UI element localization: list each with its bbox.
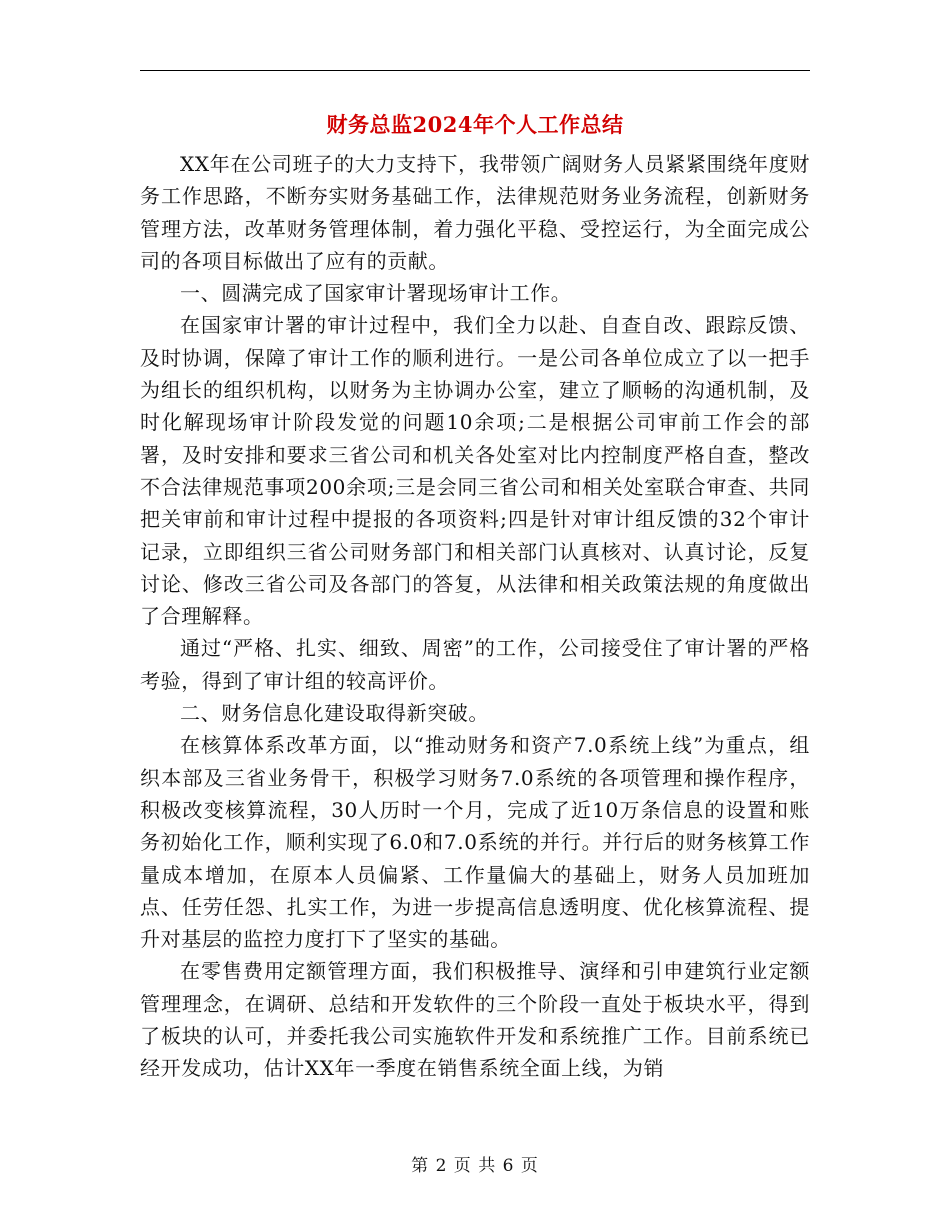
paragraph-retail-quota: 在零售费用定额管理方面，我们积极推导、演绎和引申建筑行业定额管理理念，在调研、总结和开发软件的三个阶段一直处于板块水平，得到了板块的认可，并委托我公司实施软件开发和系统推广工作。目前系统已经开发成功，估计XX年一季度在销售系统全面上线，为销 [140,959,810,1081]
section-heading-informatization: 二、财务信息化建设取得新突破。 [180,701,489,726]
paragraph-accounting-reform: 在核算体系改革方面，以“推动财务和资产7.0系统上线”为重点，组织本部及三省业务骨干，积极学习财务7.0系统的各项管理和操作程序，积极改变核算流程，30人历时一个月，完成了近10万条信息的设置和账务初始化工作，顺利实现了6.0和7.0系统的并行。并行后的财务核算工作量成本增加，在原本人员偏紧、工作量偏大的基础上，财务人员加班加点、任劳任怨、扎实工作，为进一步提高信息透明度、优化核算流程、提升对基层的监控力度打下了坚实的基础。 [140,733,810,952]
paragraph-intro: XX年在公司班子的大力支持下，我带领广阔财务人员紧紧围绕年度财务工作思路，不断夯实财务基础工作，法律规范财务业务流程，创新财务管理方法，改革财务管理体制，着力强化平稳、受控运行，为全面完成公司的各项目标做出了应有的贡献。 [140,152,810,273]
document-title: 财务总监2024年个人工作总结 [326,112,624,137]
document-body [140,148,810,1085]
header-rule [140,70,810,71]
paragraph-audit-details: 在国家审计署的审计过程中，我们全力以赴、自查自改、跟踪反馈、及时协调，保障了审计工作的顺利进行。一是公司各单位成立了以一把手为组长的组织机构，以财务为主协调办公室，建立了顺畅的沟通机制，及时化解现场审计阶段发觉的问题10余项;二是根据公司审前工作会的部署，及时安排和要求三省公司和机关各处室对比内控制度严格自查，整改不合法律规范事项200余项;三是会同三省公司和相关处室联合审查、共同把关审前和审计过程中提报的各项资料;四是针对审计组反馈的32个审计记录，立即组织三省公司财务部门和相关部门认真核对、认真讨论，反复讨论、修改三省公司及各部门的答复，从法律和相关政策法规的角度做出了合理解释。 [140,313,810,629]
section-heading-audit: 一、圆满完成了国家审计署现场审计工作。 [180,281,572,306]
paragraph-audit-result: 通过“严格、扎实、细致、周密”的工作，公司接受住了审计署的严格考验，得到了审计组的较高评价。 [140,636,810,693]
page-footer: 第 2 页 共 6 页 [411,1156,539,1176]
